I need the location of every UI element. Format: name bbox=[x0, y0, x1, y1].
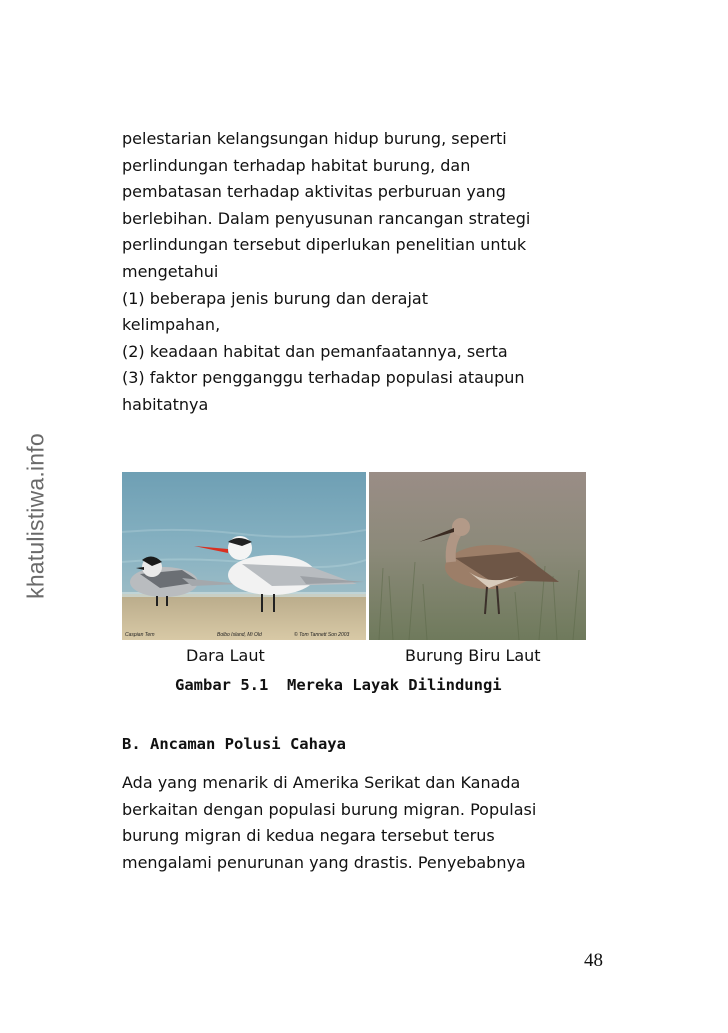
text-line: mengalami penurunan yang drastis. Penyebabnya bbox=[122, 852, 526, 872]
watermark: khatulistiwa.info bbox=[22, 433, 49, 599]
list-item: (3) faktor pengganggu terhadap populasi ataupun bbox=[122, 368, 525, 388]
text-line: perlindungan tersebut diperlukan penelitian untuk bbox=[122, 235, 527, 255]
caption-burung-biru-laut: Burung Biru Laut bbox=[405, 646, 541, 665]
figure-title: Gambar 5.1 Mereka Layak Dilindungi bbox=[175, 676, 502, 694]
tern-photo bbox=[122, 472, 366, 640]
text-line: kelimpahan, bbox=[122, 315, 221, 335]
text-line: pembatasan terhadap aktivitas perburuan yang bbox=[122, 182, 506, 202]
intro-paragraph bbox=[122, 126, 622, 419]
section-heading: B. Ancaman Polusi Cahaya bbox=[122, 735, 346, 753]
photo-credit: Caspian Tern bbox=[125, 632, 155, 638]
godwit-photo bbox=[369, 472, 586, 640]
page-number: 48 bbox=[584, 950, 603, 971]
text-line: mengetahui bbox=[122, 261, 219, 281]
text-line: berkaitan dengan populasi burung migran. Populasi bbox=[122, 799, 537, 819]
text-line: pelestarian kelangsungan hidup burung, seperti bbox=[122, 129, 507, 148]
text-line: berlebihan. Dalam penyusunan rancangan strategi bbox=[122, 208, 531, 228]
text-line: burung migran di kedua negara tersebut terus bbox=[122, 826, 495, 846]
text-line: Ada yang menarik di Amerika Serikat dan Kanada bbox=[122, 773, 521, 792]
text-line: perlindungan terhadap habitat burung, dan bbox=[122, 155, 471, 175]
list-item: (2) keadaan habitat dan pemanfaatannya, serta bbox=[122, 341, 508, 361]
text-line: habitatnya bbox=[122, 394, 209, 414]
list-item: (1) beberapa jenis burung dan derajat bbox=[122, 288, 428, 308]
section-paragraph bbox=[122, 770, 622, 876]
caption-dara-laut: Dara Laut bbox=[186, 646, 265, 665]
photo-credit: Bolbo Island, Mi Old bbox=[217, 632, 262, 638]
photo-credit: © Tom Tannett Son 2003 bbox=[294, 632, 350, 638]
